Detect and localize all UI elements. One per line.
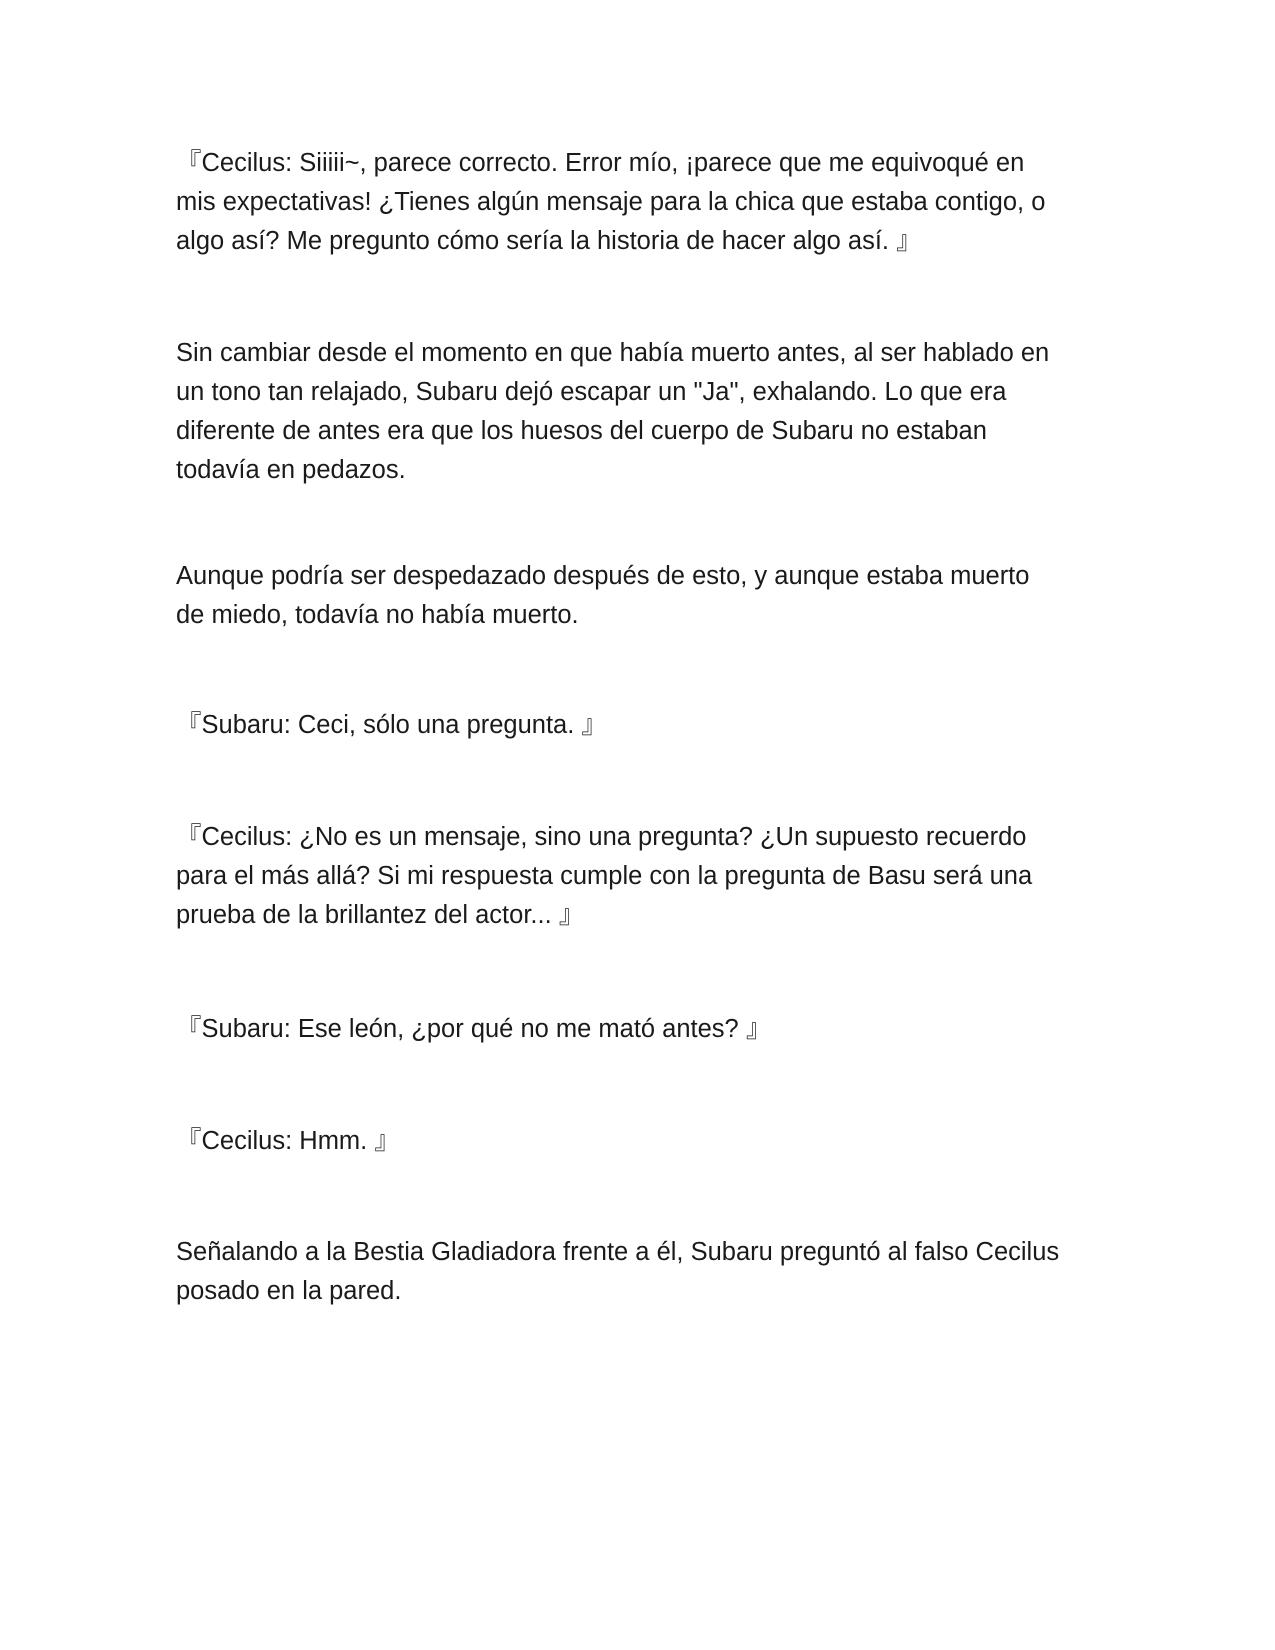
paragraph-not-dead-yet	[176, 557, 1096, 635]
text-line: todavía en pedazos.	[176, 456, 406, 484]
text-line: Sin cambiar desde el momento en que había muerto antes, al ser hablado en	[176, 339, 1050, 367]
paragraph-cecilus-reply	[176, 818, 1096, 935]
paragraph-subaru-question	[176, 706, 1096, 745]
text-line: para el más allá? Si mi respuesta cumple con la pregunta de Basu será una	[176, 862, 1033, 890]
text-line: 『Cecilus: Siiiii~, parece correcto. Error mío, ¡parece que me equivoqué en	[176, 149, 1025, 177]
text-line: Señalando a la Bestia Gladiadora frente a él, Subaru preguntó al falso Cecilus	[176, 1238, 1060, 1266]
paragraph-cecilus-hmm	[176, 1122, 1096, 1161]
paragraph-cecilus-expectations	[176, 144, 1096, 261]
text-line: 『Cecilus: ¿No es un mensaje, sino una pregunta? ¿Un supuesto recuerdo	[176, 823, 1027, 851]
text-line: 『Subaru: Ese león, ¿por qué no me mató antes? 』	[176, 1015, 772, 1043]
paragraph-subaru-lion	[176, 1010, 1096, 1049]
text-line: prueba de la brillantez del actor... 』	[176, 901, 585, 929]
text-line: Aunque podría ser despedazado después de esto, y aunque estaba muerto	[176, 562, 1030, 590]
text-line: 『Subaru: Ceci, sólo una pregunta. 』	[176, 711, 607, 739]
text-line: diferente de antes era que los huesos del cuerpo de Subaru no estaban	[176, 417, 987, 445]
text-line: un tono tan relajado, Subaru dejó escapar un "Ja", exhalando. Lo que era	[176, 378, 1007, 406]
text-line: algo así? Me pregunto cómo sería la historia de hacer algo así. 』	[176, 227, 922, 255]
paragraph-subaru-exhale	[176, 334, 1096, 490]
paragraph-subaru-points	[176, 1233, 1096, 1311]
text-line: posado en la pared.	[176, 1277, 402, 1305]
text-line: de miedo, todavía no había muerto.	[176, 601, 579, 629]
text-line: 『Cecilus: Hmm. 』	[176, 1127, 400, 1155]
text-line: mis expectativas! ¿Tienes algún mensaje para la chica que estaba contigo, o	[176, 188, 1046, 216]
